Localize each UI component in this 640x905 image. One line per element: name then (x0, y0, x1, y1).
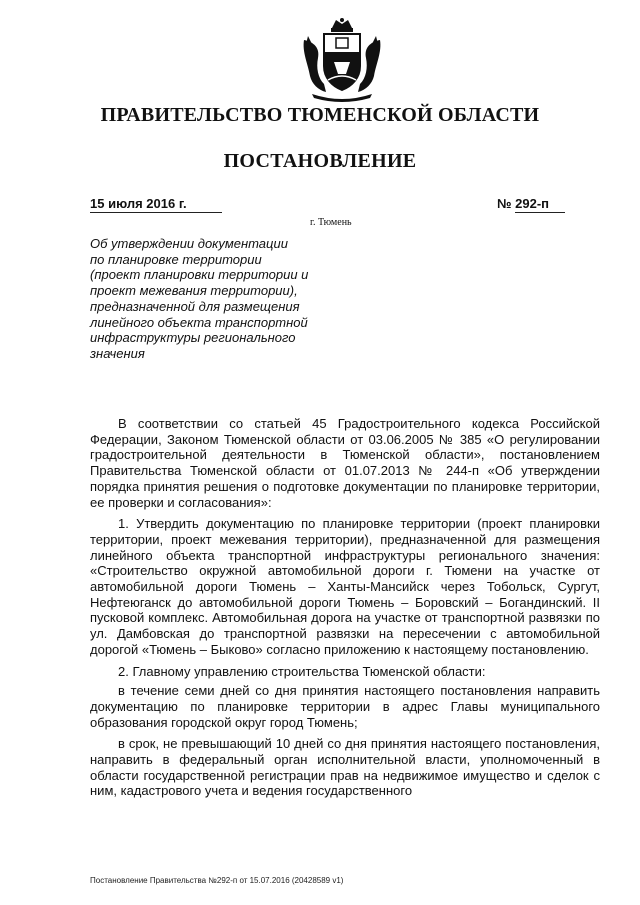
document-subject (90, 236, 340, 362)
subject-line: линейного объекта транспортной (90, 314, 308, 330)
subject-line: проект межевания территории), (90, 283, 298, 299)
coat-of-arms-emblem (298, 18, 386, 102)
subject-line: инфраструктуры регионального (90, 330, 296, 346)
document-type-title: ПОСТАНОВЛЕНИЕ (223, 150, 417, 172)
number-label: № (497, 196, 512, 211)
city: г. Тюмень (310, 217, 352, 228)
document-date: 15 июля 2016 г. (90, 196, 222, 213)
subject-line: (проект планировки территории и (90, 267, 309, 283)
item-2b-paragraph: в срок, не превышающий 10 дней со дня принятия настоящего постановления, направить в федеральный орган исполнительной власти, уполномоченный в области государственной регистрации прав на недвижимое имущество и сделок с ним, кадастрового учета и ведения государственного (90, 736, 600, 799)
document-body (90, 416, 600, 805)
item-2-paragraph: 2. Главному управлению строительства Тюменской области: (118, 663, 486, 679)
subject-line: Об утверждении документации (90, 236, 288, 251)
government-title: ПРАВИТЕЛЬСТВО ТЮМЕНСКОЙ ОБЛАСТИ (100, 104, 540, 126)
document-number (497, 196, 597, 213)
subject-line: по планировке территории (90, 251, 262, 267)
item-1-paragraph: 1. Утвердить документацию по планировке территории (проект планировки территории, проект межевания территории), предназначенной для размещения линейного объекта транспортной инфраструктуры регионального значения: «Строительство окружной автомобильной дороги г. Тюмени на участке от автомобильной дороги Тюмень – Ханты-Мансийск через Тобольск, Сургут, Нефтеюганск до автомобильной дороги Тюмень – Боровский – Богандинский. II пусковой комплекс. Автомобильная дорога на участке от транспортной развязки по ул. Дамбовская до транспортной развязки на пересечении с автомобильной дорогой «Тюмень – Быково» согласно приложению к настоящему постановлению. (90, 516, 600, 657)
number-value: 292-п (515, 196, 565, 213)
page-footer: Постановление Правительства №292-п от 15.07.2016 (20428589 v1) (90, 876, 344, 885)
subject-line: значения (90, 345, 145, 361)
preamble-paragraph: В соответствии со статьей 45 Градостроительного кодекса Российской Федерации, Законом Тюменской области от 03.06.2005 № 385 «О регулировании градостроительной деятельности в Тюменской области», постановлением Правительства Тюменской области от 01.07.2013 № 244-п «Об утверждении порядка принятия решения о подготовке документации по планировке территории, ее проверки и согласования»: (90, 416, 600, 510)
subject-line: предназначенной для размещения (90, 298, 300, 314)
item-2a-paragraph: в течение семи дней со дня принятия настоящего постановления направить документацию по планировке территории в адрес Главы муниципального образования городской округ город Тюмень; (90, 683, 600, 730)
